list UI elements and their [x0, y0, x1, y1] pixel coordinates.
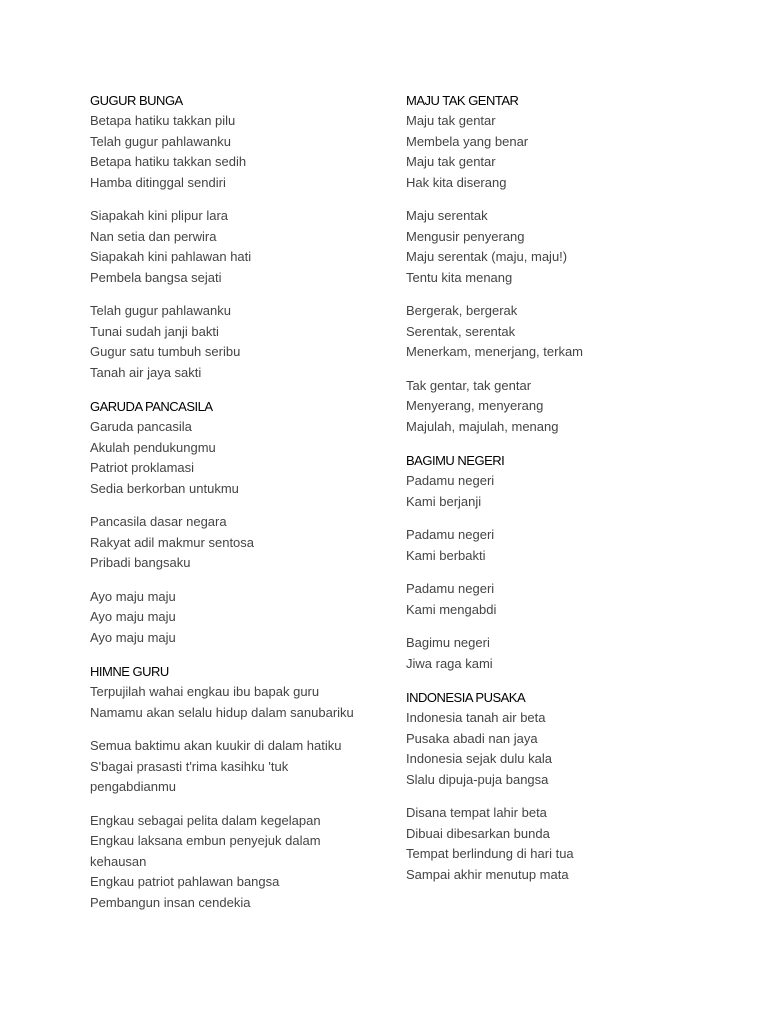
- lyric-line: Ayo maju maju: [90, 609, 176, 624]
- lyric-line: Pembangun insan cendekia: [90, 894, 251, 910]
- stanza: [406, 111, 706, 193]
- song-title: GARUDA PANCASILA: [90, 399, 213, 414]
- lyric-line: Pribadi bangsaku: [90, 555, 191, 570]
- stanza: [406, 206, 706, 288]
- song-title: HIMNE GURU: [90, 664, 169, 679]
- lyric-line: Maju tak gentar: [406, 113, 496, 128]
- lyric-line: Pusaka abadi nan jaya: [406, 730, 538, 746]
- lyric-line: Padamu negeri: [406, 581, 495, 596]
- lyric-line: Hamba ditinggal sendiri: [90, 174, 226, 190]
- lyric-line: Bergerak, bergerak: [406, 303, 518, 318]
- lyric-line: Engkau patriot pahlawan bangsa: [90, 874, 280, 889]
- lyric-line: Sedia berkorban untukmu: [90, 480, 239, 496]
- lyric-line: Mengusir penyerang: [406, 228, 525, 244]
- lyric-line: Ayo maju maju: [90, 588, 176, 604]
- stanza: [90, 111, 380, 193]
- left-column: [90, 91, 380, 926]
- lyric-line: Indonesia tanah air beta: [406, 710, 546, 725]
- lyric-line: Majulah, majulah, menang: [406, 418, 559, 434]
- lyric-line: Engkau sebagai pelita dalam kegelapan: [90, 812, 321, 828]
- lyric-line: Padamu negeri: [406, 527, 495, 542]
- stanza: [406, 376, 706, 438]
- lyric-line: Padamu negeri: [406, 473, 495, 488]
- lyric-line: Jiwa raga kami: [406, 655, 493, 671]
- stanza: [90, 682, 380, 723]
- lyric-line: Akulah pendukungmu: [90, 439, 216, 455]
- lyric-line: Indonesia sejak dulu kala: [406, 751, 552, 766]
- lyric-line: Disana tempat lahir beta: [406, 805, 547, 820]
- stanza: [406, 803, 706, 885]
- stanza: [406, 579, 706, 620]
- song-title: INDONESIA PUSAKA: [406, 690, 526, 705]
- lyric-line: Kami mengabdi: [406, 601, 497, 617]
- stanza: [406, 301, 706, 363]
- lyric-line: Maju tak gentar: [406, 154, 496, 169]
- stanza: [90, 512, 380, 574]
- lyric-line: Siapakah kini pahlawan hati: [90, 249, 252, 264]
- lyric-line: Tempat berlindung di hari tua: [406, 846, 574, 861]
- stanza: [90, 417, 380, 499]
- lyric-line: Betapa hatiku takkan pilu: [90, 113, 236, 128]
- lyric-line: Membela yang benar: [406, 133, 529, 149]
- stanza: [406, 633, 706, 674]
- lyric-line: Kami berbakti: [406, 547, 486, 563]
- lyric-line: Betapa hatiku takkan sedih: [90, 154, 247, 169]
- song-maju-tak-gentar: [406, 91, 706, 437]
- lyric-line: Telah gugur pahlawanku: [90, 133, 231, 149]
- lyric-line: pengabdianmu: [90, 779, 177, 794]
- song-title: MAJU TAK GENTAR: [406, 93, 519, 108]
- lyric-line: Menerkam, menerjang, terkam: [406, 344, 584, 359]
- song-gugur-bunga: [90, 91, 380, 383]
- lyric-line: Siapakah kini plipur lara: [90, 208, 229, 223]
- lyric-line: Patriot proklamasi: [90, 460, 195, 475]
- lyric-line: S'bagai prasasti t'rima kasihku 'tuk: [90, 758, 289, 774]
- lyric-line: Bagimu negeri: [406, 635, 490, 650]
- stanza: [90, 736, 380, 798]
- lyric-line: Tunai sudah janji bakti: [90, 323, 219, 339]
- lyric-line: Garuda pancasila: [90, 419, 192, 434]
- lyric-line: Slalu dipuja-puja bangsa: [406, 771, 549, 787]
- stanza: [406, 708, 706, 790]
- lyric-line: Nan setia dan perwira: [90, 228, 217, 244]
- lyric-line: Maju serentak (maju, maju!): [406, 249, 568, 264]
- lyric-line: Ayo maju maju: [90, 629, 176, 645]
- lyric-line: Kami berjanji: [406, 493, 482, 509]
- song-himne-guru: [90, 662, 380, 913]
- lyric-line: Namamu akan selalu hidup dalam sanubariku: [90, 704, 354, 720]
- lyric-line: Serentak, serentak: [406, 323, 516, 339]
- lyric-line: Pancasila dasar negara: [90, 514, 227, 529]
- stanza: [90, 206, 380, 288]
- lyric-line: Tentu kita menang: [406, 269, 513, 285]
- lyric-line: Terpujilah wahai engkau ibu bapak guru: [90, 684, 320, 699]
- song-garuda-pancasila: [90, 397, 380, 648]
- lyric-line: Tak gentar, tak gentar: [406, 377, 532, 393]
- lyric-line: Rakyat adil makmur sentosa: [90, 534, 255, 550]
- lyric-line: Gugur satu tumbuh seribu: [90, 344, 241, 359]
- stanza: [90, 587, 380, 649]
- lyric-line: Engkau laksana embun penyejuk dalam: [90, 833, 321, 848]
- lyric-line: kehausan: [90, 853, 147, 869]
- lyric-line: Sampai akhir menutup mata: [406, 866, 569, 882]
- lyric-line: Telah gugur pahlawanku: [90, 303, 231, 318]
- lyric-line: Menyerang, menyerang: [406, 398, 544, 413]
- lyric-line: Maju serentak: [406, 208, 488, 223]
- song-indonesia-pusaka: [406, 688, 706, 885]
- lyric-line: Hak kita diserang: [406, 174, 507, 190]
- right-column: [406, 91, 706, 898]
- stanza: [90, 301, 380, 383]
- song-bagimu-negeri: [406, 451, 706, 674]
- lyric-line: Tanah air jaya sakti: [90, 364, 202, 380]
- stanza: [406, 525, 706, 566]
- lyric-line: Dibuai dibesarkan bunda: [406, 825, 550, 841]
- song-title: GUGUR BUNGA: [90, 93, 183, 108]
- lyric-line: Semua baktimu akan kuukir di dalam hatiku: [90, 738, 342, 753]
- stanza: [406, 471, 706, 512]
- lyric-line: Pembela bangsa sejati: [90, 269, 222, 285]
- song-title: BAGIMU NEGERI: [406, 453, 505, 468]
- stanza: [90, 811, 380, 914]
